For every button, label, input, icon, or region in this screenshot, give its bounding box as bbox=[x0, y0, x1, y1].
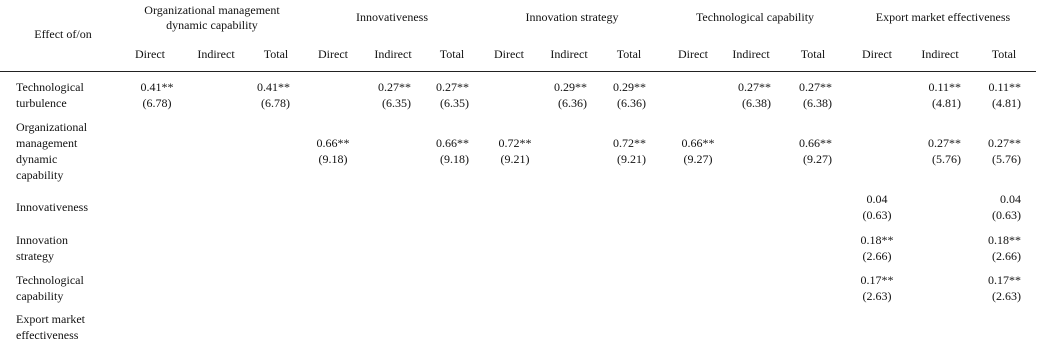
sub-header-direct: Direct bbox=[862, 47, 892, 61]
coefficient-value: 0.27** bbox=[738, 80, 771, 94]
row-label: management bbox=[16, 136, 78, 150]
header-rule bbox=[0, 71, 1036, 72]
sub-header-indirect: Indirect bbox=[374, 47, 412, 61]
row-label: capability bbox=[16, 289, 64, 303]
group-header: dynamic capability bbox=[166, 18, 258, 32]
coefficient-value: 0.29** bbox=[613, 80, 646, 94]
coefficient-value: 0.18** bbox=[988, 233, 1021, 247]
t-value: (9.21) bbox=[617, 152, 646, 166]
t-value: (4.81) bbox=[992, 96, 1021, 110]
coefficient-value: 0.72** bbox=[613, 136, 646, 150]
sub-header-total: Total bbox=[263, 47, 289, 61]
sub-header-indirect: Indirect bbox=[550, 47, 588, 61]
group-header: Export market effectiveness bbox=[875, 10, 1011, 24]
row-label: Organizational bbox=[16, 120, 88, 134]
t-value: (2.63) bbox=[992, 289, 1021, 303]
row-label: capability bbox=[16, 168, 64, 182]
coefficient-value: 0.27** bbox=[436, 80, 469, 94]
coefficient-value: 0.41** bbox=[140, 80, 174, 94]
t-value: (9.27) bbox=[803, 152, 832, 166]
sub-header-direct: Direct bbox=[135, 47, 165, 61]
row-label: Export market bbox=[16, 312, 85, 326]
t-value: (9.21) bbox=[500, 152, 530, 166]
group-header: Innovativeness bbox=[356, 10, 428, 24]
sub-header-direct: Direct bbox=[494, 47, 524, 61]
coefficient-value: 0.66** bbox=[436, 136, 469, 150]
row-label: Technological bbox=[16, 273, 84, 287]
coefficient-value: 0.29** bbox=[554, 80, 587, 94]
t-value: (2.66) bbox=[992, 249, 1021, 263]
coefficient-value: 0.66** bbox=[681, 136, 715, 150]
t-value: (9.18) bbox=[440, 152, 469, 166]
t-value: (0.63) bbox=[862, 208, 892, 222]
t-value: (9.27) bbox=[683, 152, 713, 166]
t-value: (9.18) bbox=[318, 152, 348, 166]
t-value: (6.36) bbox=[558, 96, 587, 110]
sub-header-total: Total bbox=[616, 47, 642, 61]
coefficient-value: 0.18** bbox=[860, 233, 894, 247]
group-header: Innovation strategy bbox=[525, 10, 619, 24]
sub-header-indirect: Indirect bbox=[197, 47, 235, 61]
coefficient-value: 0.66** bbox=[316, 136, 350, 150]
coefficient-value: 0.17** bbox=[860, 273, 894, 287]
row-label: effectiveness bbox=[16, 328, 79, 342]
t-value: (6.38) bbox=[803, 96, 832, 110]
row-label: dynamic bbox=[16, 152, 58, 166]
coefficient-value: 0.11** bbox=[988, 80, 1021, 94]
group-header: Technological capability bbox=[695, 10, 815, 24]
sub-header-total: Total bbox=[991, 47, 1017, 61]
t-value: (6.78) bbox=[261, 96, 290, 110]
row-label: turbulence bbox=[16, 96, 67, 110]
coefficient-value: 0.66** bbox=[799, 136, 832, 150]
sub-header-total: Total bbox=[800, 47, 826, 61]
row-label: Innovation bbox=[16, 233, 68, 247]
sub-header-indirect: Indirect bbox=[732, 47, 770, 61]
t-value: (2.66) bbox=[862, 249, 892, 263]
t-value: (5.76) bbox=[932, 152, 961, 166]
t-value: (6.78) bbox=[142, 96, 172, 110]
t-value: (6.36) bbox=[617, 96, 646, 110]
coefficient-value: 0.17** bbox=[988, 273, 1021, 287]
t-value: (4.81) bbox=[932, 96, 961, 110]
t-value: (0.63) bbox=[992, 208, 1021, 222]
t-value: (5.76) bbox=[992, 152, 1021, 166]
sub-header-direct: Direct bbox=[318, 47, 348, 61]
row-label: Innovativeness bbox=[16, 200, 88, 214]
sub-header-direct: Direct bbox=[678, 47, 708, 61]
group-header: Organizational management bbox=[144, 3, 280, 17]
coefficient-value: 0.04 bbox=[866, 192, 888, 206]
coefficient-value: 0.27** bbox=[378, 80, 411, 94]
t-value: (6.35) bbox=[382, 96, 411, 110]
t-value: (6.38) bbox=[742, 96, 771, 110]
sub-header-indirect: Indirect bbox=[921, 47, 959, 61]
coefficient-value: 0.04 bbox=[1000, 192, 1021, 206]
sub-header-total: Total bbox=[439, 47, 465, 61]
effect-of-on-header: Effect of/on bbox=[34, 27, 92, 41]
t-value: (2.63) bbox=[862, 289, 892, 303]
coefficient-value: 0.27** bbox=[928, 136, 961, 150]
coefficient-value: 0.27** bbox=[988, 136, 1021, 150]
coefficient-value: 0.72** bbox=[498, 136, 532, 150]
t-value: (6.35) bbox=[440, 96, 469, 110]
coefficient-value: 0.11** bbox=[928, 80, 961, 94]
coefficient-value: 0.41** bbox=[257, 80, 290, 94]
row-label: strategy bbox=[16, 249, 54, 263]
row-label: Technological bbox=[16, 80, 84, 94]
coefficient-value: 0.27** bbox=[799, 80, 832, 94]
